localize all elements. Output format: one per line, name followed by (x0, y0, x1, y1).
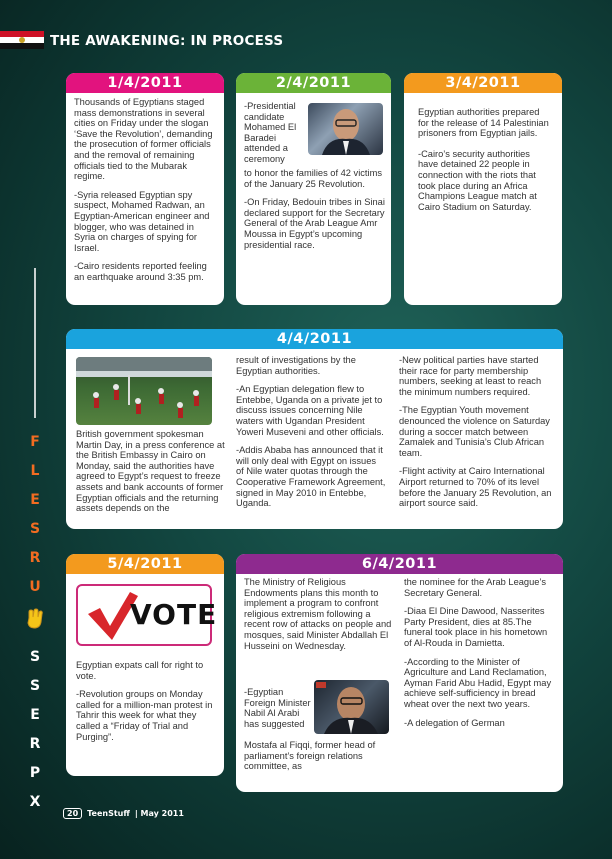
card-date: 1/4/2011 (66, 73, 224, 93)
card-body (66, 93, 224, 283)
paragraph: The Ministry of Religious Endowments plans this month to implement a program to confront religious extremism following a recent row of attacks on people and mosques, said Minister Abdallah El Husseini on Wednesday. (244, 577, 392, 651)
paragraph: -Revolution groups on Monday called for a million-man protest in Tahrir this week for what they called a “Friday of Trial and Purging”. (76, 689, 213, 742)
paragraph: Mostafa al Fiqqi, former head of parliament’s foreign relations committee, as (244, 740, 376, 772)
paragraph: Thousands of Egyptians staged mass demonstrations in several cities on Friday under the slogan ‘Save the Revolution’, demanding the prosecution of former officials and the removal of remaining officials tied to the Mubarak regime. (74, 97, 213, 182)
paragraph: British government spokesman Martin Day, in a press conference at the British Embassy in Cairo on Monday, said the authorities have agreed to Egypt’s request to freeze assets and bank accounts of former Egyptian officials and the returning assets depends on the (76, 429, 225, 514)
paragraph: -Diaa El Dine Dawood, Nasserites Party President, dies at 85.The funeral took place in his hometown of Al-Rouda in Damietta. (404, 606, 548, 648)
paragraph: result of investigations by the Egyptian authorities. (236, 355, 356, 376)
side-letter: U (29, 579, 41, 595)
card-date: 6/4/2011 (236, 554, 563, 574)
paragraph: -Egyptian Foreign Minister Nabil Al Arabi has suggested (244, 687, 311, 729)
paragraph: -The Egyptian Youth movement denounced the violence on Saturday during a soccer match between Zamalek and Tunisia’s Club African team. (399, 405, 550, 458)
side-letter: E (30, 492, 40, 508)
side-letter: P (29, 765, 41, 781)
card-date: 2/4/2011 (236, 73, 391, 93)
vote-graphic (76, 584, 218, 646)
paragraph: -According to the Minister of Agriculture and Land Reclamation, Ayman Farid Abu Hadid, Egypt may achieve self-sufficiency in bread wheat over the next two years. (404, 656, 552, 709)
paragraph: Egyptian authorities prepared for the release of 14 Palestinian prisoners from Egyptian jails. (418, 107, 549, 139)
page-number: 20 (63, 808, 82, 819)
card-body (244, 168, 386, 258)
nabil-al-arabi-photo (314, 680, 389, 734)
elbaradei-photo (308, 103, 383, 155)
card-body (404, 93, 562, 212)
paragraph: -Flight activity at Cairo International Airport returned to 70% of its level before the January 25 Revolution, an airport source said. (399, 466, 552, 509)
card-6-4-2011 (236, 554, 563, 792)
paragraph: -New political parties have started their race for party membership numbers, seeking at least to reach the minimum numbers required. (399, 355, 542, 397)
side-letter: R (29, 736, 41, 752)
card-1-4-2011 (66, 73, 224, 305)
column-1 (76, 429, 226, 522)
side-letter: E (30, 707, 40, 723)
column-2 (236, 355, 386, 517)
card-body (76, 660, 216, 750)
issue-date: | May 2011 (134, 809, 184, 818)
egypt-flag-icon (0, 31, 44, 49)
paragraph: -Syria released Egyptian spy suspect, Mohamed Radwan, an Egyptian-American engineer and blogger, who was detained in Syria on charges of spying for Israel. (74, 189, 210, 253)
side-letter: R (29, 550, 41, 566)
side-letter: S (29, 649, 41, 665)
card-date: 4/4/2011 (66, 329, 563, 349)
paragraph: -Addis Ababa has announced that it will only deal with Egypt on issues of Nile water quotas through the Cooperative Framework Agreement, signed in May 2010 in Entebbe, Uganda. (236, 445, 386, 509)
paragraph: -An Egyptian delegation flew to Entebbe, Uganda on a private jet to discuss issues concerning Nile waters with Ugandan President Yoweri Museveni and other officials. (236, 384, 384, 437)
column-2 (404, 577, 556, 736)
paragraph: the nominee for the Arab League’s Secretary General. (404, 577, 546, 598)
stadium-riot-photo (76, 357, 212, 425)
card-date: 3/4/2011 (404, 73, 562, 93)
side-letter: S (29, 521, 41, 537)
paragraph: -Cairo residents reported feeling an earthquake around 3:35 pm. (74, 261, 207, 282)
card-2-4-2011 (236, 73, 391, 305)
card-4-4-2011 (66, 329, 563, 529)
card-3-4-2011 (404, 73, 562, 305)
divider (34, 268, 36, 418)
paragraph: -Presidential candidate Mohamed El Baradei attended a ceremony (244, 101, 297, 164)
paragraph: -Cairo’s security authorities have detained 22 people in connection with the riots that took place during an Africa Champions League match at Cairo Stadium on Saturday. (418, 148, 537, 212)
side-letter: S (29, 678, 41, 694)
card-5-4-2011 (66, 554, 224, 776)
paragraph: -A delegation of German (404, 717, 505, 728)
page-title: THE AWAKENING: IN PROCESS (50, 33, 284, 49)
side-letter: F (30, 434, 40, 450)
brand-name: TeenStuff (87, 809, 130, 818)
side-letter: X (29, 794, 41, 810)
vote-text: VOTE (130, 598, 218, 631)
column-3 (399, 355, 554, 517)
page-footer (63, 808, 184, 819)
paragraph: Egyptian expats call for right to vote. (76, 660, 204, 681)
hand-icon (26, 608, 44, 630)
paragraph: to honor the families of 42 victims of the January 25 Revolution. (244, 168, 382, 189)
side-letter: L (30, 463, 40, 479)
paragraph: -On Friday, Bedouin tribes in Sinai declared support for the Secretary General of the Arab League Amr Moussa in Egypt’s upcoming presidential race. (244, 197, 385, 250)
card-date: 5/4/2011 (66, 554, 224, 574)
